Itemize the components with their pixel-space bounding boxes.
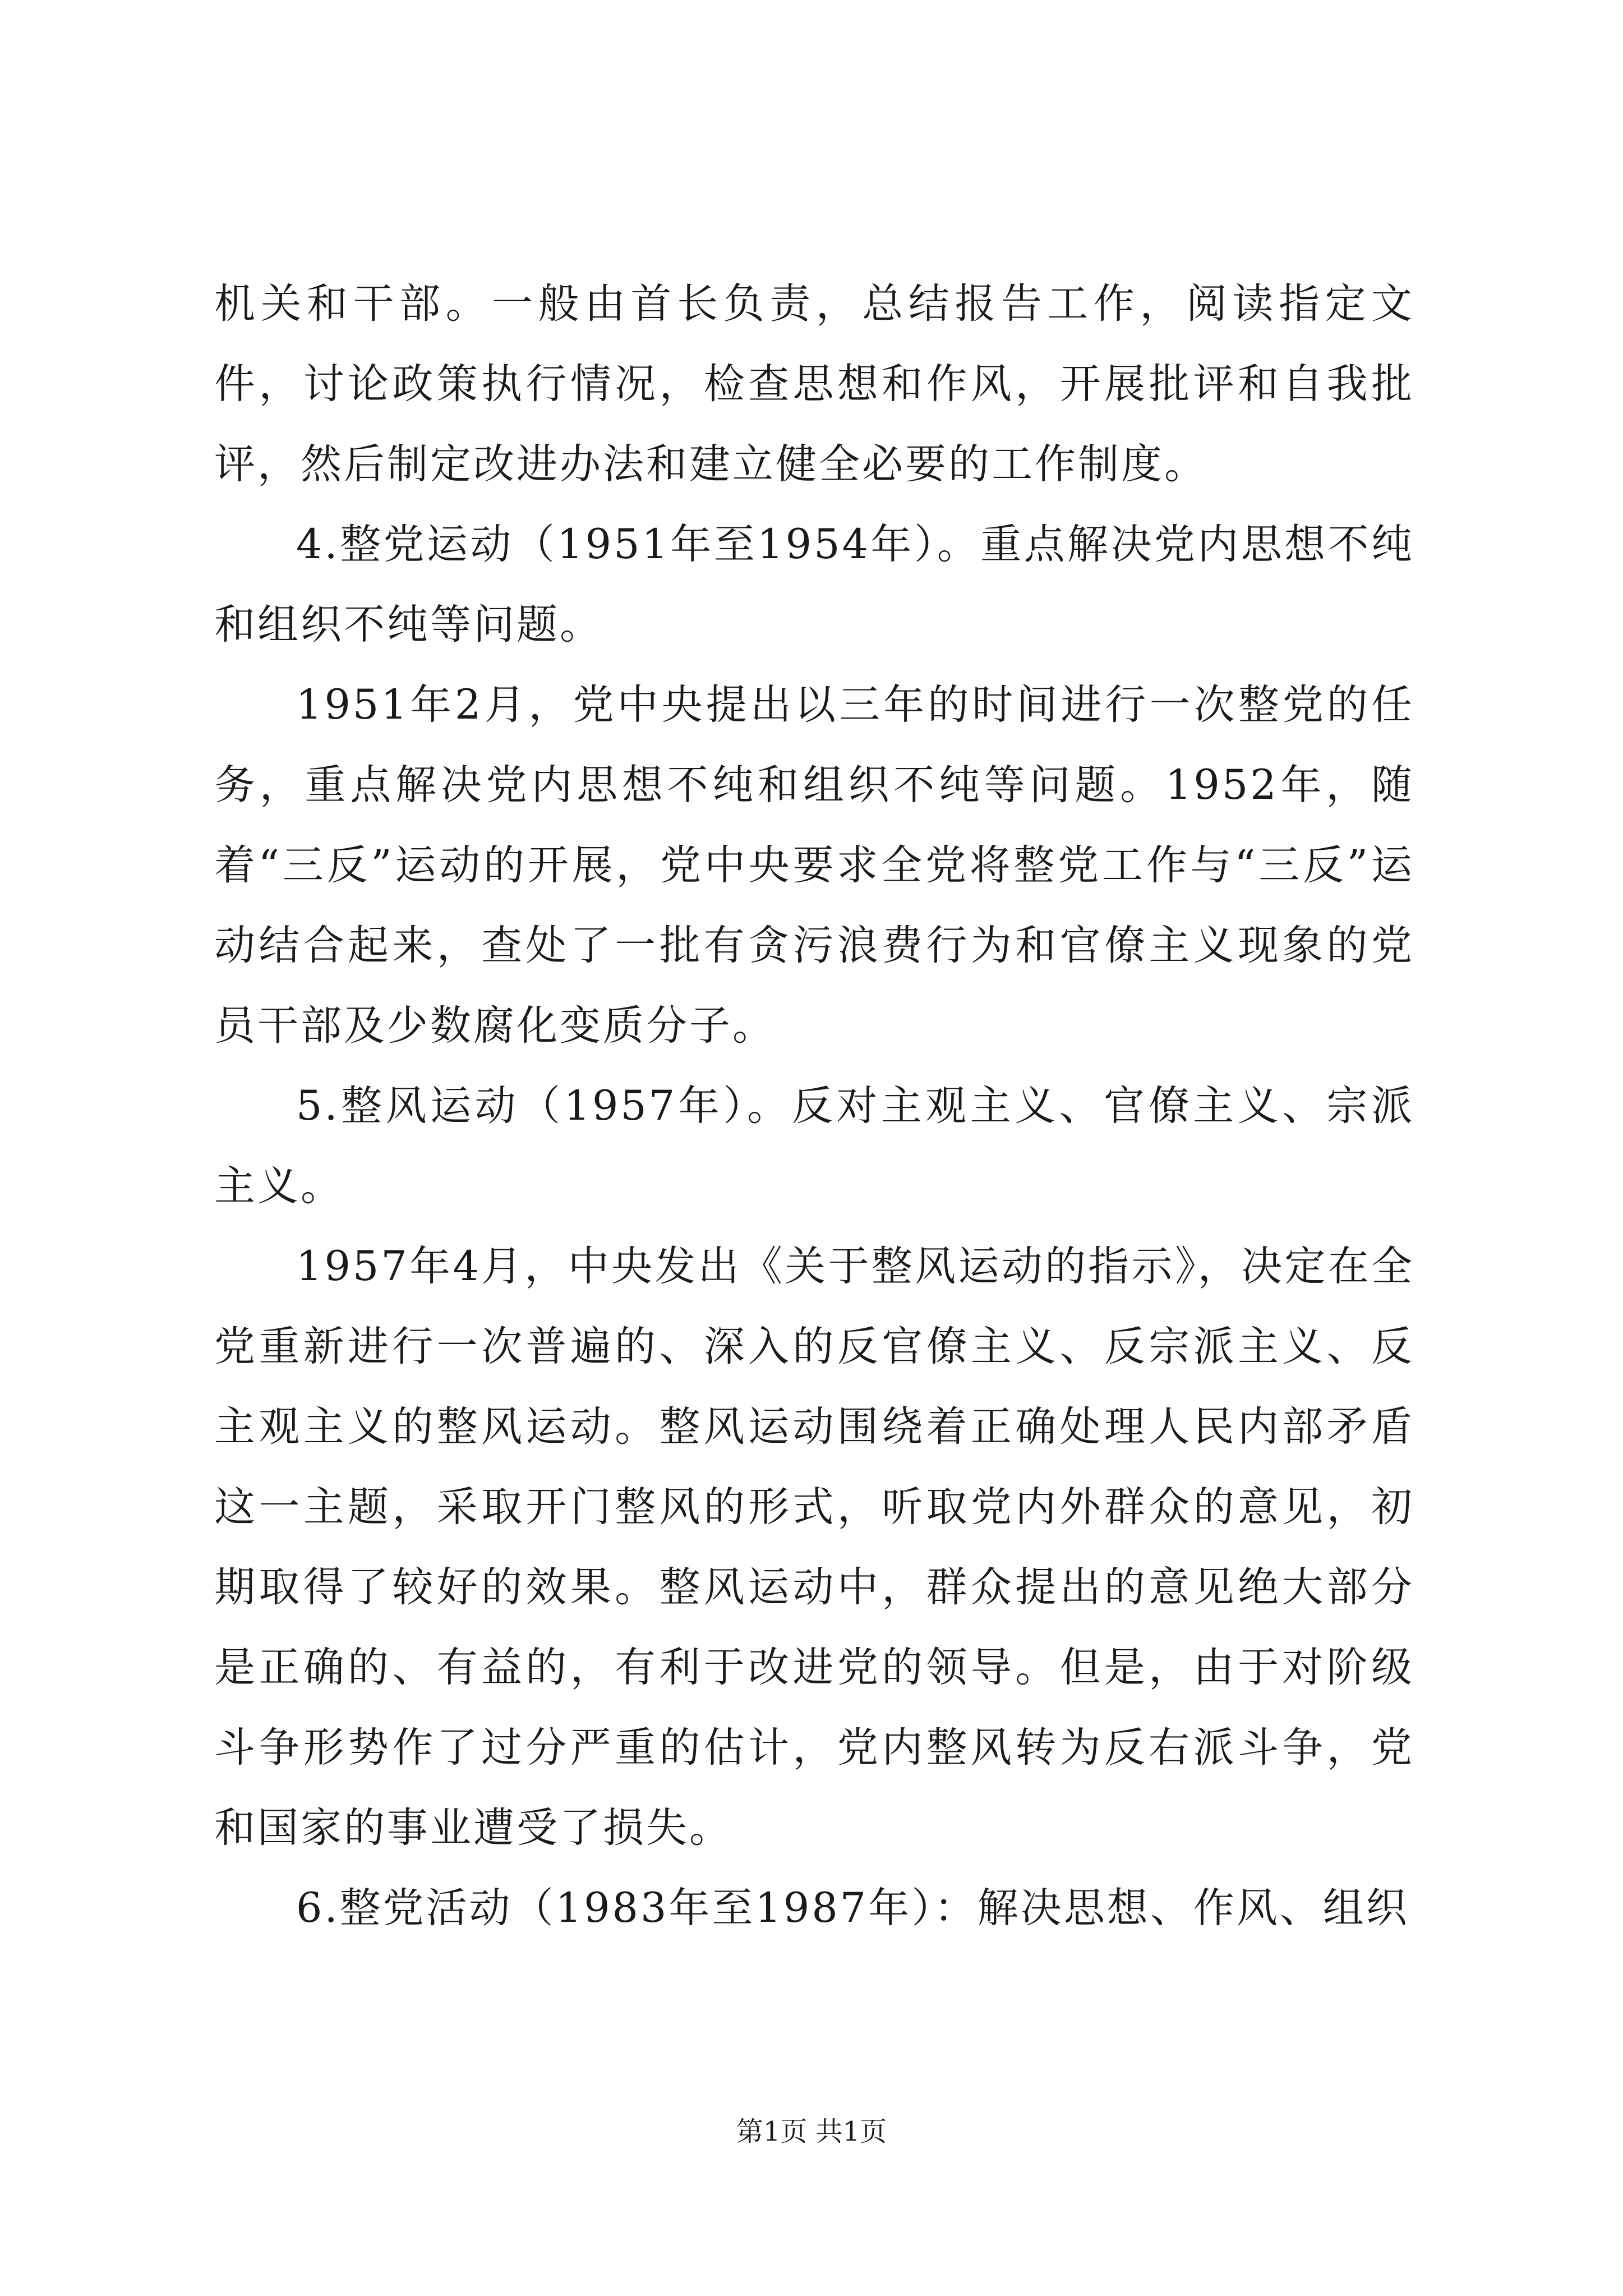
paragraph-1957: 1957年4月，中央发出《关于整风运动的指示》，决定在全党重新进行一次普遍的、深入的反官僚主义、反宗派主义、反主观主义的整风运动。整风运动围绕着正确处理人民内部矛盾这一主题，采取开门整风的形式，听取党内外群众的意见，初期取得了较好的效果。整风运动中，群众提出的意见绝大部分是正确的、有益的，有利于改进党的领导。但是，由于对阶级斗争形势作了过分严重的估计，党内整风转为反右派斗争，党和国家的事业遭受了损失。 <box>214 1243 1414 1852</box>
document-body <box>214 264 1414 1948</box>
paragraph-heading-5: 5.整风运动（1957年）。反对主观主义、官僚主义、宗派主义。 <box>214 1082 1414 1210</box>
paragraph-continuation: 机关和干部。一般由首长负责，总结报告工作，阅读指定文件，讨论政策执行情况，检查思想和作风，开展批评和自我批评，然后制定改进办法和建立健全必要的工作制度。 <box>214 280 1414 488</box>
paragraph-1951: 1951年2月，党中央提出以三年的时间进行一次整党的任务，重点解决党内思想不纯和组织不纯等问题。1952年，随着“三反”运动的开展，党中央要求全党将整党工作与“三反”运动结合起来，查处了一批有贪污浪费行为和官僚主义现象的党员干部及少数腐化变质分子。 <box>214 681 1414 1050</box>
page-footer: 第1页 共1页 <box>736 2116 887 2147</box>
paragraph-heading-6: 6.整党活动（1983年至1987年）：解决思想、作风、组织 <box>296 1884 1409 1932</box>
paragraph-heading-4: 4.整党运动（1951年至1954年）。重点解决党内思想不纯和组织不纯等问题。 <box>214 521 1414 648</box>
